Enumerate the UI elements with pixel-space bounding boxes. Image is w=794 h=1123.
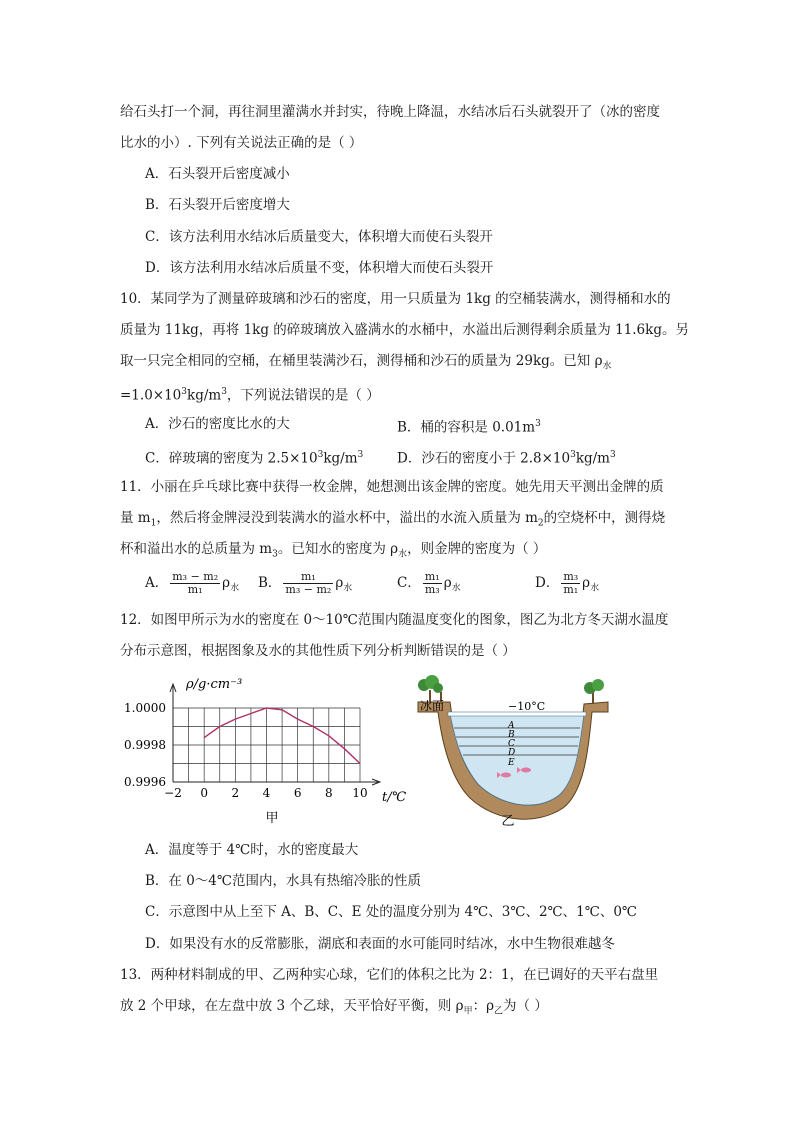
lake-temperature-diagram [408,672,618,832]
x-tick-label: 0 [200,786,208,800]
q11-option-c: C． $\frac{\text{m₁}}{\text{m₃}}$ $\rho_水$ [397,570,461,596]
layer-d: D [508,748,516,758]
q10-line3: 取一只完全相同的空桶，在桶里装满沙石，测得桶和沙石的质量为 29kg。已知 $\rho_水$ [120,353,612,372]
q11-option-a: A． $\frac{\text{m₃ − m₂}}{\text{m₁}}$ $\rho_水$ [145,570,240,596]
q10-option-a: A．沙石的密度比水的大 [145,416,290,432]
q11-option-d: D． $\frac{\text{m₃}}{\text{m₁}}$ $\rho_水$ [535,570,600,596]
x-tick-label: 8 [325,786,333,800]
y-tick-label: 1.0000 [124,701,166,715]
x-tick-label: 4 [262,786,271,800]
q10-line2: 质量为 11kg，再将 1kg 的碎玻璃放入盛满水的水桶中，水溢出后测得剩余质量为 11.6kg。另 [120,322,689,338]
q10-line1: 10．某同学为了测量碎玻璃和沙石的密度，用一只质量为 1kg 的空桶装满水，测得桶和水的 [120,291,671,307]
q12-option-a: A．温度等于 4℃时，水的密度最大 [145,842,359,858]
q10-line4: $=1.0\times 10^3kg/m^3$，下列说法错误的是（ ） [120,387,380,404]
tree-icon [418,675,443,702]
q11-line1: 11．小丽在乒乓球比赛中获得一枚金牌，她想测出该金牌的密度。她先用天平测出金牌的质 [120,479,664,495]
layer-b: B [508,730,515,740]
q11-line2: 量 $m_1$，然后将金牌浸没到装满水的溢水杯中，溢出的水流入质量为 $m_2$的空烧杯中，测得烧 [120,510,666,529]
q13-line1: 13．两种材料制成的甲、乙两种实心球，它们的体积之比为 2：1，在已调好的天平右盘里 [120,967,659,983]
q12-line1: 12．如图甲所示为水的密度在 0～10℃范围内随温度变化的图象，图乙为北方冬天湖水温度 [120,612,669,628]
tree-icon [584,679,604,704]
q12-option-c: C．示意图中从上至下 A、B、C、E 处的温度分别为 4℃、3℃、2℃、1℃、0℃ [145,904,638,920]
x-tick-label: 6 [293,786,302,800]
q13-line2: 放 2 个甲球，在左盘中放 3 个乙球，天平恰好平衡，则 $\rho_甲$：$\rho_乙$为（ ） [120,998,548,1017]
q12-line2: 分布示意图，根据图象及水的其他性质下列分析判断错误的是（ ） [120,643,516,659]
q11-option-b: B． $\frac{\text{m₁}}{\text{m₃ − m₂}}$ $\rho_水$ [258,570,353,596]
chart-axes [170,684,380,785]
chart-y-label: ρ/g·cm⁻³ [186,677,243,692]
chart-x-label: t/℃ [382,790,407,805]
q10-option-d: D．沙石的密度小于 $2.8\times 10^3kg/m^3$ [397,450,616,467]
q11-line3: 杯和溢出水的总质量为 $m_3$。已知水的密度为 $\rho_水$，则金牌的密度为（ ） [120,541,547,560]
x-tick-label: 10 [352,786,368,800]
density-temperature-chart [110,672,410,832]
layer-e: E [508,758,515,768]
y-tick-label: 0.9996 [124,775,166,789]
x-tick-label: 2 [231,786,240,800]
q9-option-d: D．该方法利用水结冰后质量不变，体积增大而使石头裂开 [145,260,494,276]
q9-option-a: A．石头裂开后密度减小 [145,166,290,182]
ice-label: 冰面 [420,699,445,713]
q10-option-c: C．碎玻璃的密度为 $2.5\times 10^3kg/m^3$ [145,450,364,467]
air-temperature: −10°C [508,700,546,713]
layer-a: A [508,721,515,731]
q9-line1: 给石头打一个洞，再往洞里灌满水并封实，待晚上降温，水结冰后石头就裂开了（冰的密度 [120,104,660,120]
diagram-caption: 乙 [501,814,515,829]
x-tick-label: −2 [164,786,182,800]
q9-option-b: B．石头裂开后密度增大 [145,197,290,213]
layer-c: C [508,739,515,749]
q9-line2: 比水的小）. 下列有关说法正确的是（ ） [120,135,363,151]
chart-caption: 甲 [265,811,279,826]
chart-grid [173,708,360,782]
q12-option-b: B．在 0～4℃范围内，水具有热缩冷胀的性质 [145,873,421,889]
q9-option-c: C．该方法利用水结冰后质量变大，体积增大而使石头裂开 [145,229,493,245]
q12-option-d: D．如果没有水的反常膨胀，湖底和表面的水可能同时结冰，水中生物很难越冬 [145,936,615,952]
q10-option-b: B．桶的容积是 $0.01m^3$ [397,419,541,436]
y-tick-label: 0.9998 [124,738,166,752]
